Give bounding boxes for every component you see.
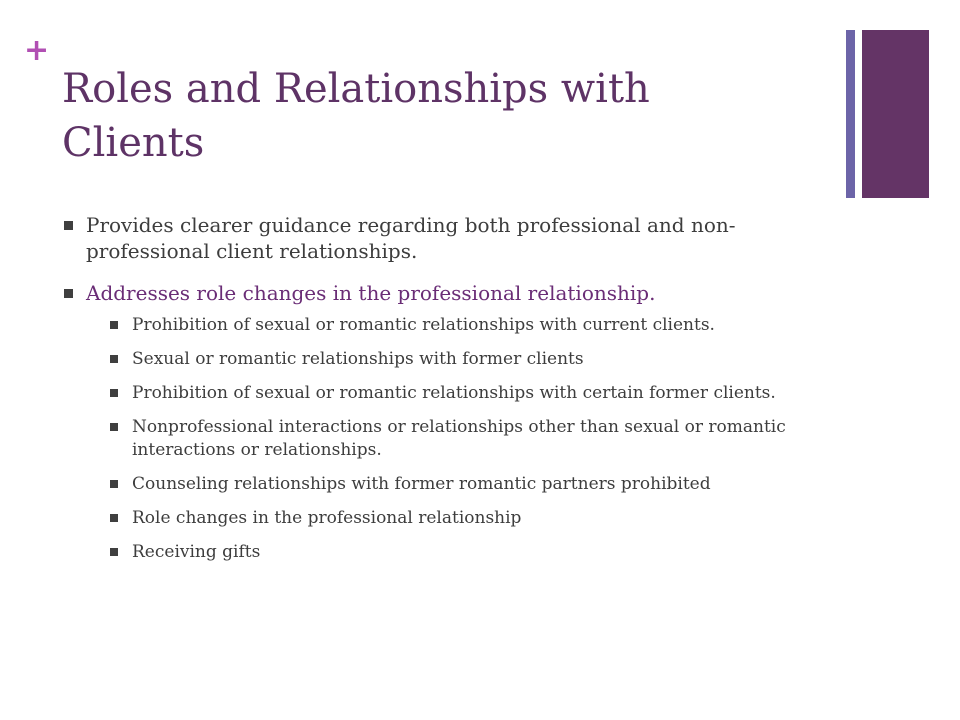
sub-bullet-text: Prohibition of sexual or romantic relationships with certain former clients.	[132, 383, 776, 403]
bullet-text: Addresses role changes in the professional relationship.	[86, 281, 656, 305]
sub-bullet-text: Receiving gifts	[132, 542, 261, 562]
plus-icon: +	[24, 33, 50, 68]
sub-bullet-text: Nonprofessional interactions or relationships other than sexual or romantic interactions or relationships.	[132, 417, 786, 460]
sub-bullet-item	[108, 541, 832, 564]
square-bullet-icon	[110, 514, 118, 522]
square-bullet-icon	[64, 289, 73, 298]
sub-bullet-text: Counseling relationships with former romantic partners prohibited	[132, 474, 711, 494]
sub-bullet-item	[108, 507, 832, 530]
slide-title: Roles and Relationships with Clients	[62, 66, 650, 166]
sub-bullet-text: Prohibition of sexual or romantic relationships with current clients.	[132, 315, 715, 335]
square-bullet-icon	[110, 355, 118, 363]
bullet-text: Provides clearer guidance regarding both professional and non-professional client relationships.	[86, 213, 736, 263]
square-bullet-icon	[110, 389, 118, 397]
sub-bullet-item	[108, 348, 832, 371]
square-bullet-icon	[110, 423, 118, 431]
square-bullet-icon	[110, 321, 118, 329]
sub-bullet-list	[62, 314, 832, 564]
bullet-item	[62, 212, 832, 264]
slide-content	[62, 212, 832, 575]
square-bullet-icon	[110, 480, 118, 488]
square-bullet-icon	[110, 548, 118, 556]
sub-bullet-item	[108, 473, 832, 496]
sub-bullet-item	[108, 382, 832, 405]
sub-bullet-item	[108, 416, 832, 462]
decorative-thin-bar	[846, 30, 855, 198]
sub-bullet-item	[108, 314, 832, 337]
sub-bullet-text: Role changes in the professional relationship	[132, 508, 522, 528]
sub-bullet-text: Sexual or romantic relationships with former clients	[132, 349, 584, 369]
bullet-item	[62, 280, 832, 306]
square-bullet-icon	[64, 221, 73, 230]
decorative-thick-bar	[862, 30, 929, 198]
